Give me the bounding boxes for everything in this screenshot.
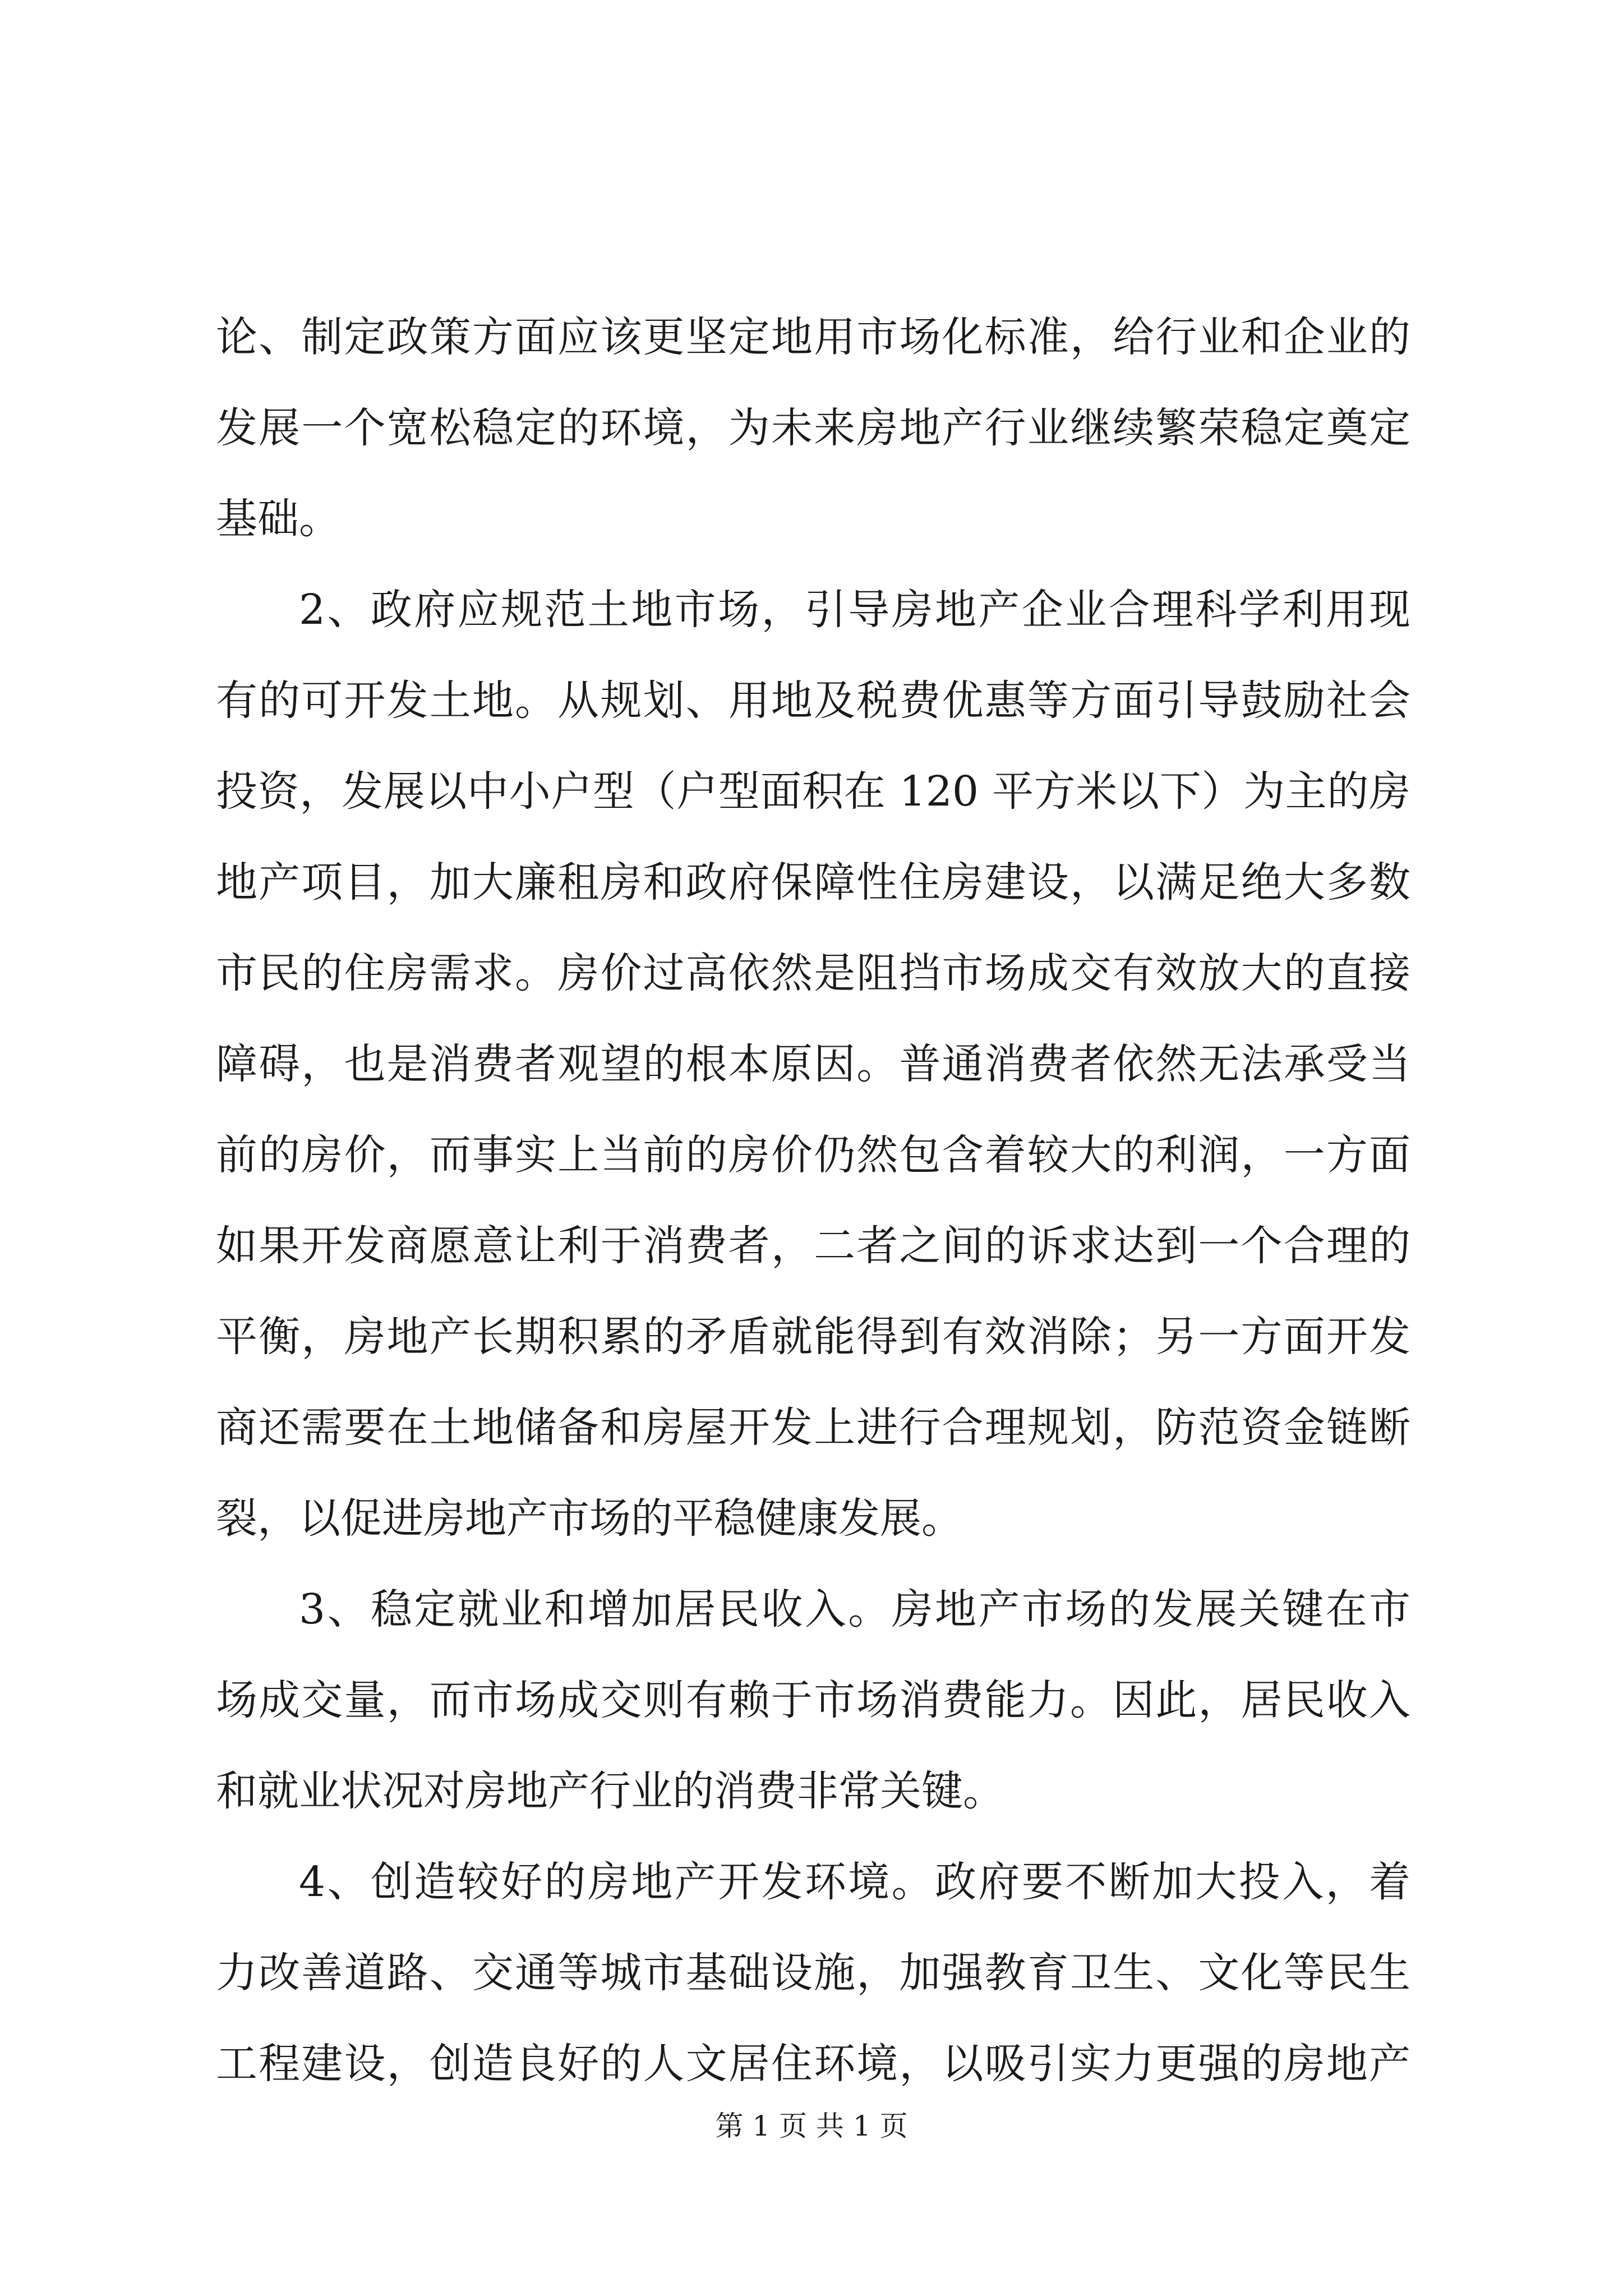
- text-line: 场成交量，而市场成交则有赖于市场消费能力。因此，居民收入: [216, 1676, 1410, 1724]
- text-line: 2、政府应规范土地市场，引导房地产企业合理科学利用现: [299, 586, 1410, 634]
- page-footer: 第 1 页 共 1 页: [715, 2110, 908, 2142]
- text-line: 基础。: [216, 495, 340, 543]
- text-line: 前的房价，而事实上当前的房价仍然包含着较大的利润，一方面: [216, 1131, 1410, 1179]
- text-line: 平衡，房地产长期积累的矛盾就能得到有效消除；另一方面开发: [216, 1313, 1410, 1361]
- text-line: 和就业状况对房地产行业的消费非常关键。: [216, 1767, 1004, 1815]
- text-line: 工程建设，创造良好的人文居住环境，以吸引实力更强的房地产: [216, 2040, 1410, 2088]
- text-line: 有的可开发土地。从规划、用地及税费优惠等方面引导鼓励社会: [216, 677, 1410, 725]
- text-line: 障碍，也是消费者观望的根本原因。普通消费者依然无法承受当: [216, 1040, 1410, 1088]
- text-line: 裂，以促进房地产市场的平稳健康发展。: [216, 1494, 963, 1543]
- text-line: 地产项目，加大廉租房和政府保障性住房建设，以满足绝大多数: [216, 858, 1410, 907]
- text-line: 商还需要在土地储备和房屋开发上进行合理规划，防范资金链断: [216, 1404, 1410, 1452]
- text-line: 市民的住房需求。房价过高依然是阻挡市场成交有效放大的直接: [216, 949, 1410, 997]
- text-line: 如果开发商愿意让利于消费者，二者之间的诉求达到一个合理的: [216, 1222, 1410, 1270]
- text-line: 论、制定政策方面应该更坚定地用市场化标准，给行业和企业的: [216, 313, 1410, 361]
- text-line: 4、创造较好的房地产开发环境。政府要不断加大投入，着: [299, 1858, 1410, 1906]
- text-line: 发展一个宽松稳定的环境，为未来房地产行业继续繁荣稳定奠定: [216, 404, 1410, 452]
- document-body: [216, 292, 1410, 2109]
- text-line: 力改善道路、交通等城市基础设施，加强教育卫生、文化等民生: [216, 1949, 1410, 1997]
- text-line: 3、稳定就业和增加居民收入。房地产市场的发展关键在市: [299, 1585, 1410, 1634]
- text-line: 投资，发展以中小户型（户型面积在 120 平方米以下）为主的房: [216, 767, 1410, 816]
